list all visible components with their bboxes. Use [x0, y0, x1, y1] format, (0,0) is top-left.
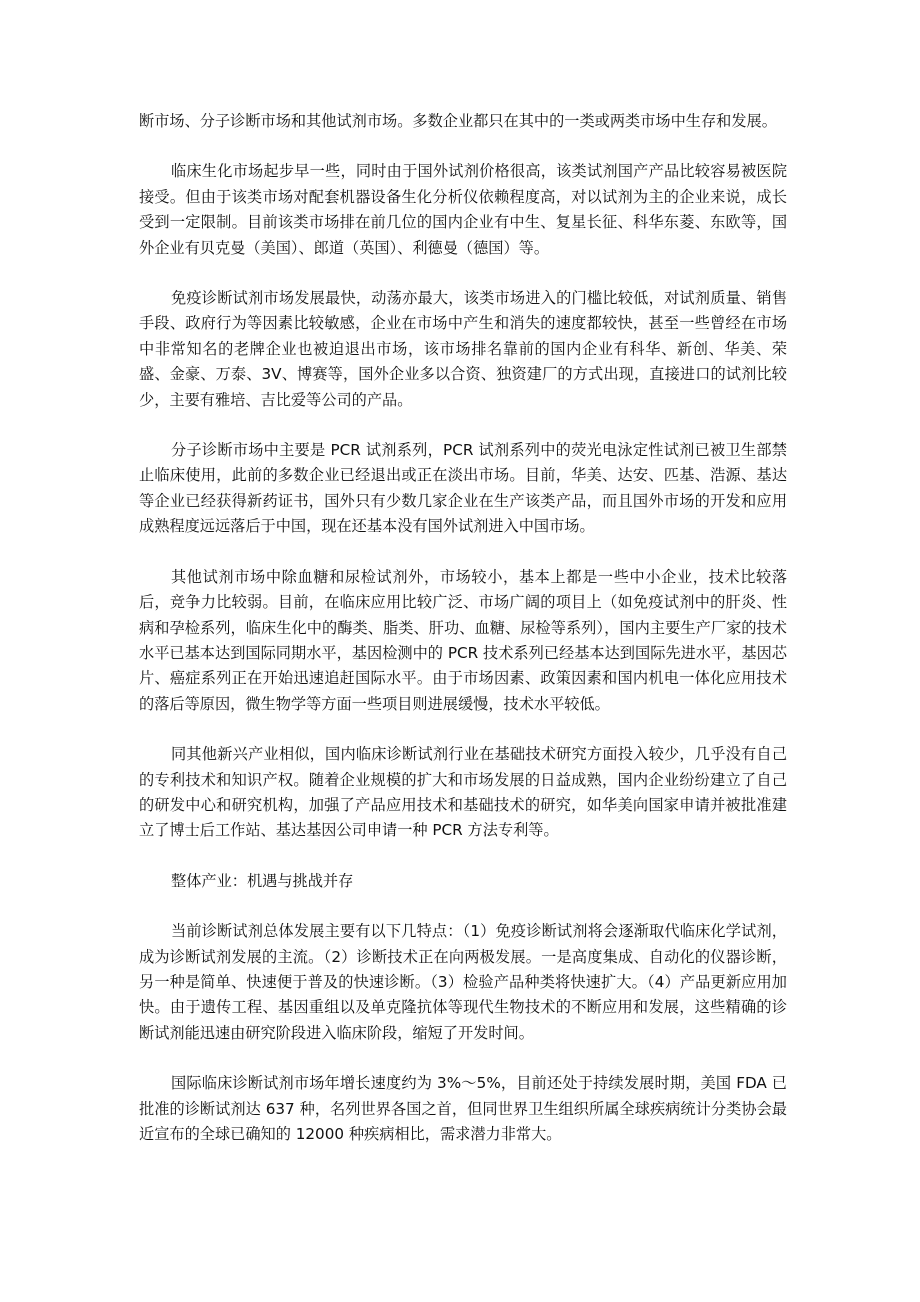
paragraph-clinical-biochemistry: 临床生化市场起步早一些，同时由于国外试剂价格很高，该类试剂国产产品比较容易被医院接受。但由于该类市场对配套机器设备生化分析仪依赖程度高，对以试剂为主的企业来说，成长受到一定限制。目前该类市场排在前几位的国内企业有中生、复星长征、科华东菱、东欧等，国外企业有贝克曼（美国）、郎道（英国）、利德曼（德国）等。	[139, 162, 787, 257]
section-heading: 整体产业：机遇与挑战并存	[171, 871, 354, 890]
document-body	[139, 109, 787, 1172]
paragraph-rnd-status: 同其他新兴产业相似，国内临床诊断试剂行业在基础技术研究方面投入较少，几乎没有自己的专利技术和知识产权。随着企业规模的扩大和市场发展的日益成熟，国内企业纷纷建立了自己的研发中心和研究机构，加强了产品应用技术和基础技术的研究，如华美向国家申请并被批准建立了博士后工作站、基达基因公司申请一种 PCR 方法专利等。	[139, 745, 787, 840]
paragraph-other-reagents: 其他试剂市场中除血糖和尿检试剂外，市场较小，基本上都是一些中小企业，技术比较落后，竞争力比较弱。目前，在临床应用比较广泛、市场广阔的项目上（如免疫试剂中的肝炎、性病和孕检系列，临床生化中的酶类、脂类、肝功、血糖、尿检等系列），国内主要生产厂家的技术水平已基本达到国际同期水平，基因检测中的 PCR 技术系列已经基本达到国际先进水平，基因芯片、癌症系列正在开始迅速追赶国际水平。由于市场因素、政策因素和国内机电一体化应用技术的落后等原因，微生物学等方面一些项目则进展缓慢，技术水平较低。	[139, 567, 787, 713]
paragraph-molecular-diagnostics: 分子诊断市场中主要是 PCR 试剂系列，PCR 试剂系列中的荧光电泳定性试剂已被卫生部禁止临床使用，此前的多数企业已经退出或正在淡出市场。目前，华美、达安、匹基、浩源、基达等企业已经获得新药证书，国外只有少数几家企业在生产该类产品，而且国外市场的开发和应用成熟程度远远落后于中国，现在还基本没有国外试剂进入中国市场。	[139, 441, 787, 536]
paragraph-development-trends: 当前诊断试剂总体发展主要有以下几特点：（1）免疫诊断试剂将会逐渐取代临床化学试剂，成为诊断试剂发展的主流。（2）诊断技术正在向两极发展。一是高度集成、自动化的仪器诊断，另一种是简单、快速便于普及的快速诊断。（3）检验产品种类将快速扩大。（4）产品更新应用加快。由于遗传工程、基因重组以及单克隆抗体等现代生物技术的不断应用和发展，这些精确的诊断试剂能迅速由研究阶段进入临床阶段，缩短了开发时间。	[139, 922, 787, 1042]
paragraph-market-segments: 断市场、分子诊断市场和其他试剂市场。多数企业都只在其中的一类或两类市场中生存和发展。	[139, 112, 777, 130]
paragraph-immunodiagnostics: 免疫诊断试剂市场发展最快，动荡亦最大，该类市场进入的门槛比较低，对试剂质量、销售手段、政府行为等因素比较敏感，企业在市场中产生和消失的速度都较快，甚至一些曾经在市场中非常知名的老牌企业也被迫退出市场，该市场排名靠前的国内企业有科华、新创、华美、荣盛、金豪、万泰、3V、博赛等，国外企业多以合资、独资建厂的方式出现，直接进口的试剂比较少，主要有雅培、吉比爱等公司的产品。	[139, 289, 787, 409]
paragraph-international-market: 国际临床诊断试剂市场年增长速度约为 3%～5%，目前还处于持续发展时期，美国 FDA 已批准的诊断试剂达 637 种，名列世界各国之首，但同世界卫生组织所属全球疾病统计分类协会最近宣布的全球已确知的 12000 种疾病相比，需求潜力非常大。	[139, 1074, 787, 1143]
